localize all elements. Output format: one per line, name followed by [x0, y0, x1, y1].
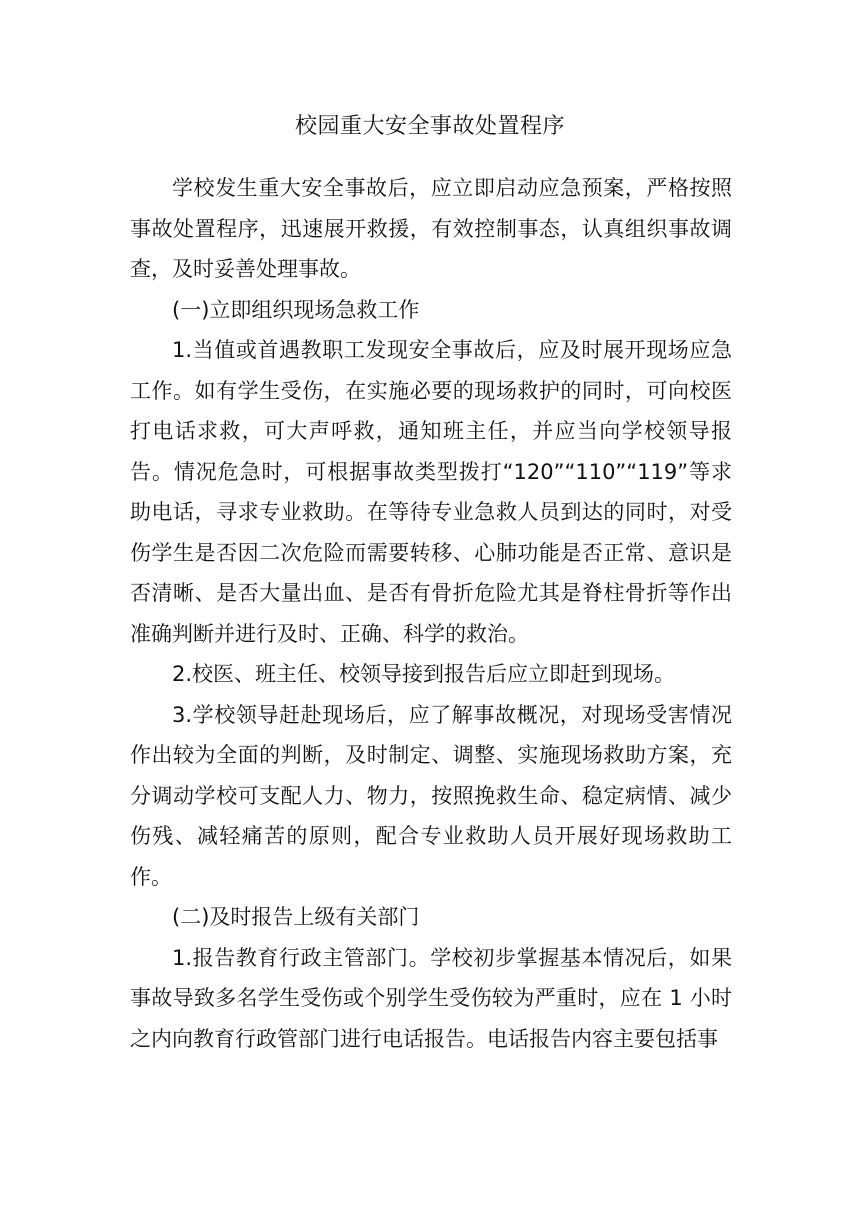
document-body — [130, 168, 732, 1059]
section-heading-2: (二)及时报告上级有关部门 — [172, 905, 420, 929]
paragraph-1-1: 1.当值或首遇教职工发现安全事故后，应及时展开现场应急工作。如有学生受伤，在实施必要的现场救护的同时，可向校医打电话求救，可大声呼救，通知班主任，并应当向学校领导报告。情况危急时，可根据事故类型拨打“120”“110”“119”等求助电话，寻求专业救助。在等待专业急救人员到达的同时，对受伤学生是否因二次危险而需要转移、心肺功能是否正常、意识是否清晰、是否大量出血、是否有骨折危险尤其是脊柱骨折等作出准确判断并进行及时、正确、科学的救治。 — [130, 338, 732, 646]
paragraph-1-2: 2.校医、班主任、校领导接到报告后应立即赶到现场。 — [172, 662, 676, 686]
section-heading-1: (一)立即组织现场急救工作 — [172, 297, 420, 322]
paragraph-2-1: 1.报告教育行政主管部门。学校初步掌握基本情况后，如果事故导致多名学生受伤或个别学生受伤较为严重时，应在 1 小时之内向教育行政管部门进行电话报告。电话报告内容主要包括事 — [130, 945, 732, 1051]
paragraph-1-3: 3.学校领导赶赴现场后，应了解事故概况，对现场受害情况作出较为全面的判断，及时制定、调整、实施现场救助方案，充分调动学校可支配人力、物力，按照挽救生命、稳定病情、减少伤残、减轻痛苦的原则，配合专业救助人员开展好现场救助工作。 — [130, 702, 732, 889]
document-title: 校园重大安全事故处置程序 — [294, 114, 565, 139]
paragraph-intro: 学校发生重大安全事故后，应立即启动应急预案，严格按照事故处置程序，迅速展开救援，有效控制事态，认真组织事故调查，及时妥善处理事故。 — [130, 176, 732, 281]
